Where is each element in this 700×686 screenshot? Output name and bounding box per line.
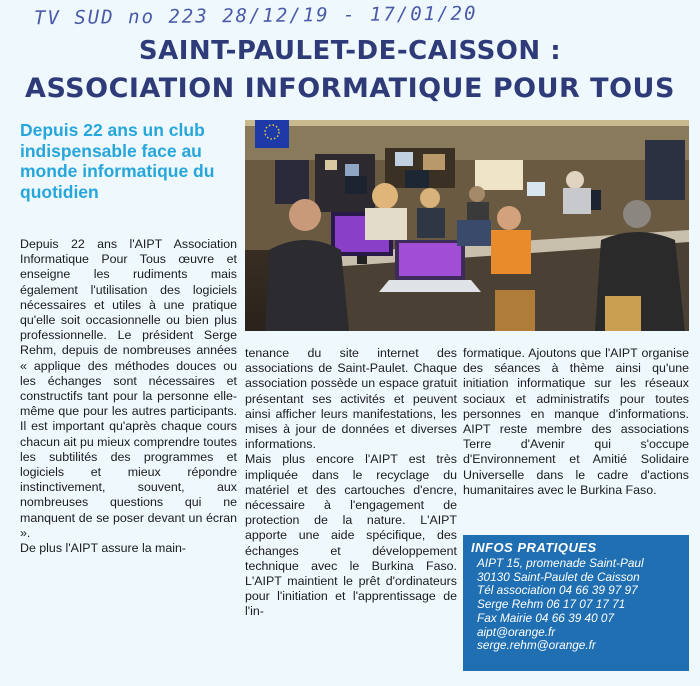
article-photo xyxy=(245,120,689,331)
lead-paragraph: Depuis 22 ans un club indispensable face au monde informatique du quotidien xyxy=(20,120,215,202)
info-fax-mairie: Fax Mairie 04 66 39 40 07 xyxy=(477,610,615,625)
classroom-photo-illustration xyxy=(245,120,689,331)
info-city: 30130 Saint-Paulet de Caisson xyxy=(477,569,640,584)
headline-line-2: ASSOCIATION INFORMATIQUE POUR TOUS xyxy=(25,73,675,104)
info-address: AIPT 15, promenade Saint-Paul xyxy=(477,556,644,570)
handwritten-annotation: TV SUD no 223 28/12/19 - 17/01/20 xyxy=(33,2,478,30)
info-box-title: INFOS PRATIQUES xyxy=(471,540,597,555)
info-phone-association: Tél association 04 66 39 97 97 xyxy=(477,583,638,598)
headline-line-1: SAINT-PAULET-DE-CAISSON : xyxy=(138,36,562,66)
info-phone-president: Serge Rehm 06 17 07 17 71 xyxy=(477,597,626,612)
body-column-3: formatique. Ajoutons que l'AIPT organise des séances à thème ainsi qu'une initiation informatique sur les réseaux sociaux et administratifs pour toutes personnes en manque d'informations. AIPT reste membre des associations Terre d'Avenir qui s'occupe d'Environnement et Amitié Solidaire Universelle dans le cadre d'actions humanitaires avec le Burkina Faso. xyxy=(463,346,689,497)
info-box xyxy=(463,535,689,671)
body-column-1: Depuis 22 ans l'AIPT Association Informatique Pour Tous œuvre et enseigne les rudiments mais également l'utilisation des logiciels nécessaires et utiles à une pratique qu'elle soit occasionnelle ou bien plus professionnelle. Le président Serge Rehm, depuis de nombreuses années « applique des méthodes douces ou les échanges sont nécessaires et constructifs tant pour la personne elle-même que pour les autres participants. Il est important qu'après chaque cours chacun ait pu mieux comprendre toutes les subtilités des programmes et logiciels et mieux répondre instinctivement, souvent, aux nombreuses questions qui ne manquent de se poser devant un écran ». De plus l'AIPT assure la main- xyxy=(20,237,237,556)
info-email-president: serge.rehm@orange.fr xyxy=(477,638,596,653)
body-column-2: tenance du site internet des associations de Saint-Paulet. Chaque association possède un espace gratuit présentant ses activités et peuvent ainsi afficher leurs manifestations, les mises à jour de données et diverses informations. Mais plus encore l'AIPT est très impliquée dans le recyclage du matériel et des cartouches d'encre, nécessaire à l'engagement de protection de la nature. L'AIPT apporte une aide spécifique, des échanges et développement technique avec le Burkina Faso. L'AIPT maintient le prêt d'ordinateurs pour l'initiation et l'apprentissage de l'in- xyxy=(245,346,457,619)
info-email-association: aipt@orange.fr xyxy=(477,624,556,639)
